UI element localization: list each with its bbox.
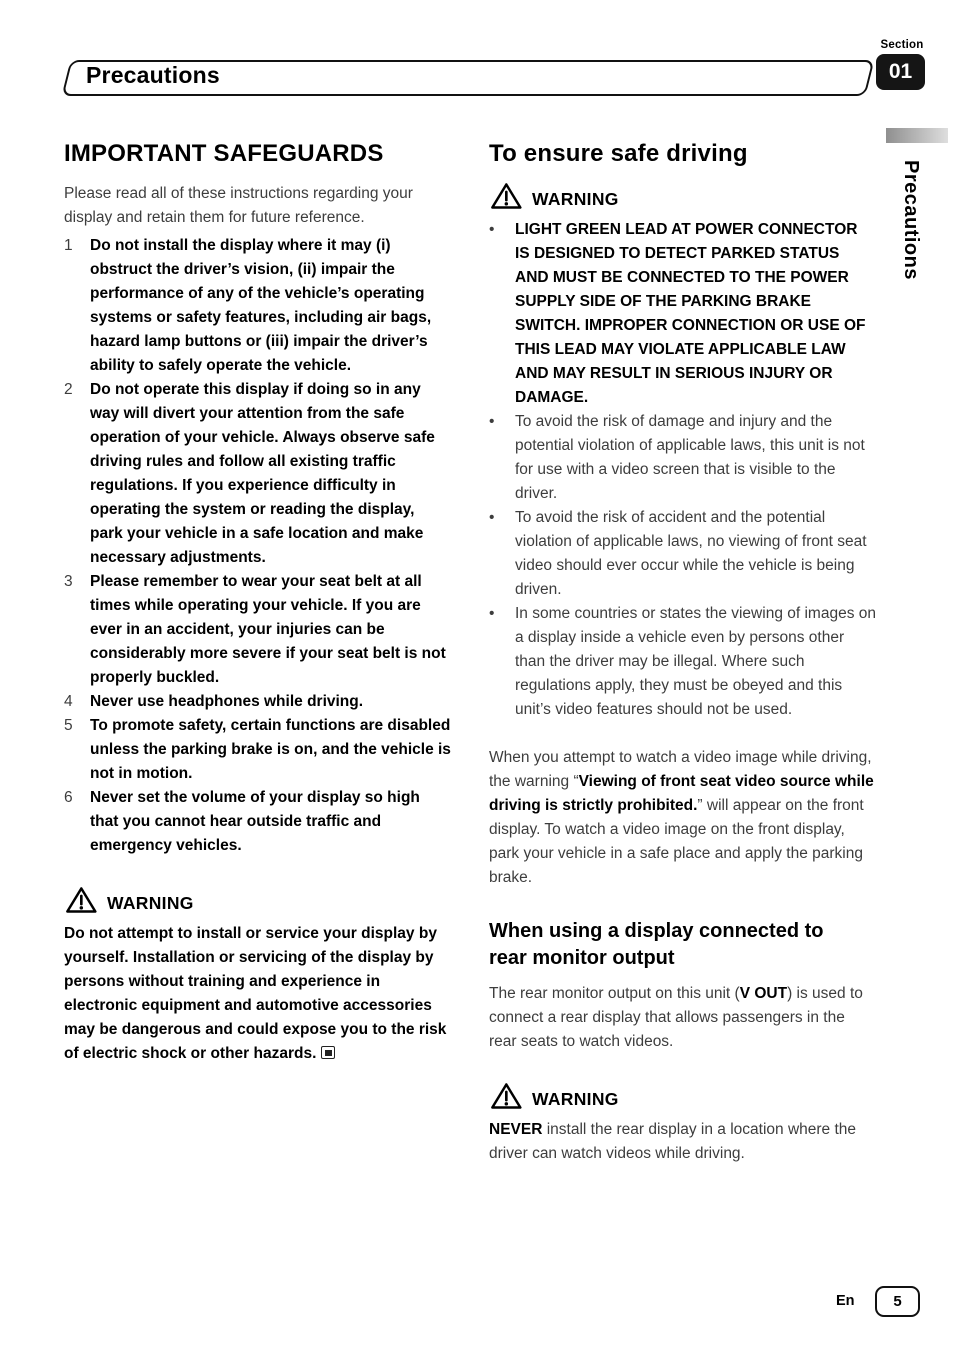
safeguard-item [64, 786, 451, 858]
right-column [489, 140, 876, 1166]
item-text: Do not operate this display if doing so in any way will divert your attention from the safe operation of your vehicle. Always observe safe driving rules and follow all existing traffic regulations. If you experience difficulty in operating the system or reading the display, park your vehicle in a safe location and make necessary adjustments. [90, 381, 435, 566]
safeguard-item [64, 378, 451, 570]
rear-display-warning-text [489, 1118, 876, 1166]
bold-text: Viewing of front seat video source while driving is strictly prohibited. [489, 773, 874, 814]
rear-monitor-paragraph [489, 982, 876, 1054]
footer-language-label: En [836, 1293, 855, 1309]
warning-triangle-icon [64, 886, 97, 914]
item-number: 2 [64, 381, 73, 398]
safeguard-item [64, 714, 451, 786]
item-text: To promote safety, certain functions are disabled unless the parking brake is on, and the vehicle is not in motion. [90, 717, 451, 782]
warning-triangle-icon [489, 1082, 522, 1110]
section-label: Section [880, 39, 924, 51]
safeguard-item [64, 234, 451, 378]
warning-header [64, 886, 451, 914]
bullet-text: • LIGHT GREEN LEAD AT POWER CONNECTOR IS DESIGNED TO DETECT PARKED STATUS AND MUST BE CONNECTED TO THE POWER SUPPLY SIDE OF THE PARKING BRAKE SWITCH. IMPROPER CONNECTION OR USE OF THIS LEAD MAY VIOLATE APPLICABLE LAW AND MAY RESULT IN SERIOUS INJURY OR DAMAGE. [515, 221, 866, 406]
paragraph-text: ) is used to connect a rear display that allows passengers in the rear seats to watch videos. [489, 985, 863, 1050]
section-number-badge: 01 [876, 54, 925, 90]
rear-display-warning-block [489, 1082, 876, 1166]
warning-bullet [489, 410, 876, 506]
item-text: Please remember to wear your seat belt at all times while operating your vehicle. If you are ever in an accident, your injuries can be considerably more severe if your seat belt is not properly buckled. [90, 573, 446, 686]
item-number: 6 [64, 789, 73, 806]
bullet-text: • In some countries or states the viewing of images on a display inside a vehicle even by persons other than the driver may be illegal. Where such regulations apply, they must be obeyed and this unit’s video features should not be used. [515, 605, 876, 718]
footer-page-number: 5 [875, 1286, 920, 1317]
warning-bullet-list [489, 218, 876, 722]
install-warning-text [64, 922, 451, 1066]
content-columns [64, 140, 876, 1166]
item-number: 3 [64, 573, 73, 590]
right-column-heading: To ensure safe driving [489, 140, 748, 167]
warning-bullet [489, 506, 876, 602]
warning-header [489, 182, 876, 210]
warning-header [489, 1082, 876, 1110]
video-warning-paragraph [489, 746, 876, 890]
side-tab-gradient-bar [886, 128, 948, 143]
side-tab-label: Precautions [900, 160, 922, 280]
paragraph-text: ” will appear on the front display. To watch a video image on the front display, park your vehicle in a safe place and apply the parking brake. [489, 797, 864, 886]
warning-text: install the rear display in a location where the driver can watch videos while driving. [489, 1121, 857, 1162]
item-number: 5 [64, 717, 73, 734]
safeguard-item [64, 570, 451, 690]
bold-text: V OUT [739, 985, 788, 1002]
safeguards-list [64, 234, 451, 858]
bold-text: NEVER [489, 1121, 543, 1138]
paragraph-text: The rear monitor output on this unit ( [489, 985, 740, 1002]
item-number: 4 [64, 693, 73, 710]
item-text: Do not install the display where it may (i) obstruct the driver’s vision, (ii) impair the performance of any of the vehicle’s operating systems or safety features, including air bags, hazard lamp buttons or (iii) impair the driver’s ability to safely operate the vehicle. [90, 237, 432, 374]
item-number: 1 [64, 237, 73, 254]
bullet-text: • To avoid the risk of damage and injury and the potential violation of applicable laws, this unit is not for use with a video screen that is visible to the driver. [515, 413, 865, 502]
end-of-article-icon [321, 1046, 335, 1059]
warning-text: Do not attempt to install or service your display by yourself. Installation or servicing of the display by persons without training and experience in electronic equipment and automotive accessories may be dangerous and could expose you to the risk of electric shock or other hazards. [64, 925, 447, 1062]
warning-triangle-icon [489, 182, 522, 210]
driving-warning-block [489, 182, 876, 722]
left-column-heading: IMPORTANT SAFEGUARDS [64, 140, 384, 167]
paragraph-text: When you attempt to watch a video image while driving, the warning “ [489, 749, 872, 790]
warning-label: WARNING [532, 1088, 619, 1109]
warning-bullet [489, 602, 876, 722]
intro-paragraph: Please read all of these instructions regarding your display and retain them for future reference. [64, 185, 413, 226]
rear-monitor-subheading: When using a display connected to rear monitor output [489, 920, 824, 969]
bullet-text: • To avoid the risk of accident and the potential violation of applicable laws, no viewing of front seat video should ever occur while the vehicle is being driven. [515, 509, 867, 598]
left-column [64, 140, 451, 1166]
install-warning-block [64, 886, 451, 1066]
item-text: Never use headphones while driving. [90, 693, 364, 710]
safeguard-item [64, 690, 451, 714]
warning-bullet [489, 218, 876, 410]
page-title: Precautions [86, 62, 220, 88]
warning-label: WARNING [107, 892, 194, 913]
item-text: Never set the volume of your display so high that you cannot hear outside traffic and emergency vehicles. [90, 789, 420, 854]
warning-label: WARNING [532, 188, 619, 209]
